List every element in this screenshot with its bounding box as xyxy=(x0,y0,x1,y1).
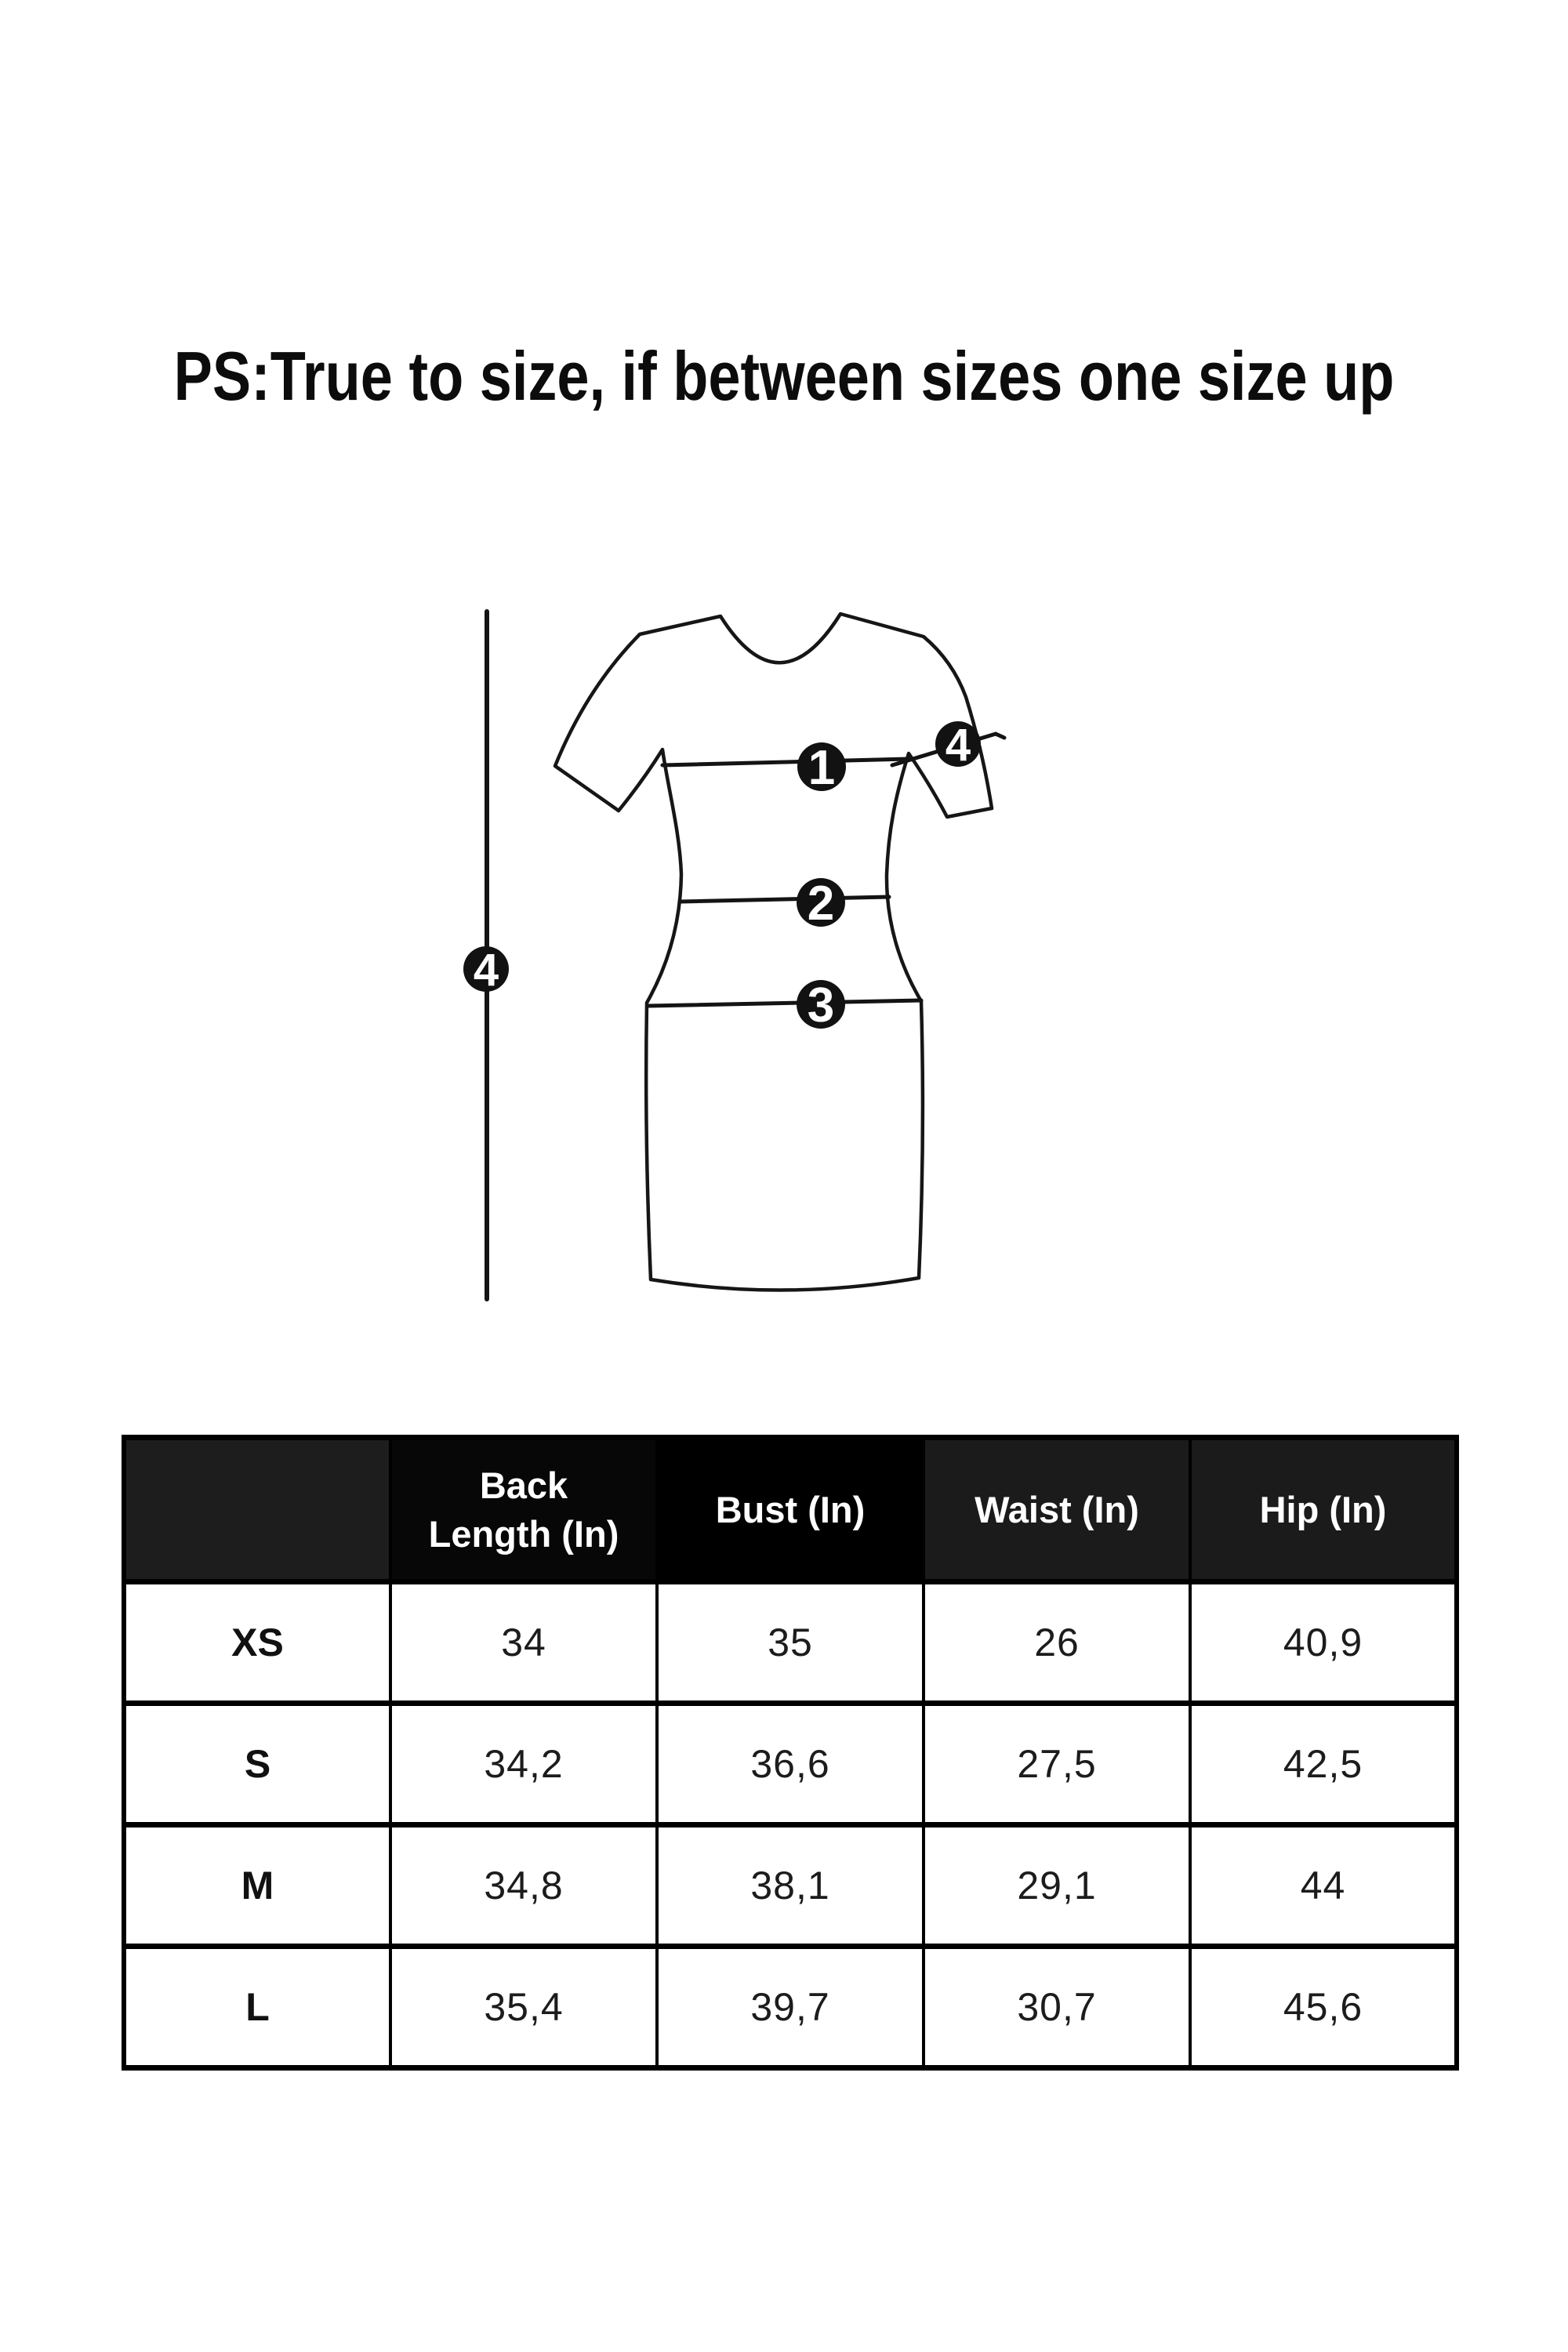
table-header-row xyxy=(124,1438,1457,1582)
value-cell: 38,1 xyxy=(657,1825,924,1947)
sleeve-marker-label: 4 xyxy=(945,720,971,771)
size-table-body xyxy=(124,1582,1457,2068)
value-cell: 34,8 xyxy=(390,1825,657,1947)
size-cell: M xyxy=(124,1825,390,1947)
col-header: Bust (In) xyxy=(657,1438,924,1582)
value-cell: 29,1 xyxy=(924,1825,1190,1947)
value-cell: 35,4 xyxy=(390,1947,657,2068)
waist-marker-label: 2 xyxy=(807,877,835,931)
col-header: Back Length (In) xyxy=(390,1438,657,1582)
value-cell: 44 xyxy=(1190,1825,1457,1947)
col-header: Waist (In) xyxy=(924,1438,1190,1582)
bust-marker-label: 1 xyxy=(808,741,836,795)
table-row xyxy=(124,1704,1457,1825)
size-cell: S xyxy=(124,1704,390,1825)
value-cell: 27,5 xyxy=(924,1704,1190,1825)
size-chart-table xyxy=(122,1435,1459,2071)
value-cell: 40,9 xyxy=(1190,1582,1457,1704)
value-cell: 35 xyxy=(657,1582,924,1704)
table-row xyxy=(124,1947,1457,2068)
value-cell: 34 xyxy=(390,1582,657,1704)
dress-outline-drawing xyxy=(555,614,992,1290)
dress-measurement-diagram xyxy=(0,549,1568,1333)
value-cell: 26 xyxy=(924,1582,1190,1704)
value-cell: 34,2 xyxy=(390,1704,657,1825)
col-header xyxy=(124,1438,390,1582)
back-length-marker-badge xyxy=(463,945,509,996)
page-title: PS:True to size, if between sizes one size up xyxy=(173,337,1395,415)
value-cell: 42,5 xyxy=(1190,1704,1457,1825)
size-cell: L xyxy=(124,1947,390,2068)
col-header: Hip (In) xyxy=(1190,1438,1457,1582)
back-length-marker-label: 4 xyxy=(473,945,499,996)
hip-marker-label: 3 xyxy=(807,978,835,1033)
value-cell: 39,7 xyxy=(657,1947,924,2068)
value-cell: 45,6 xyxy=(1190,1947,1457,2068)
value-cell: 36,6 xyxy=(657,1704,924,1825)
size-cell: XS xyxy=(124,1582,390,1704)
table-row xyxy=(124,1825,1457,1947)
value-cell: 30,7 xyxy=(924,1947,1190,2068)
table-row xyxy=(124,1582,1457,1704)
